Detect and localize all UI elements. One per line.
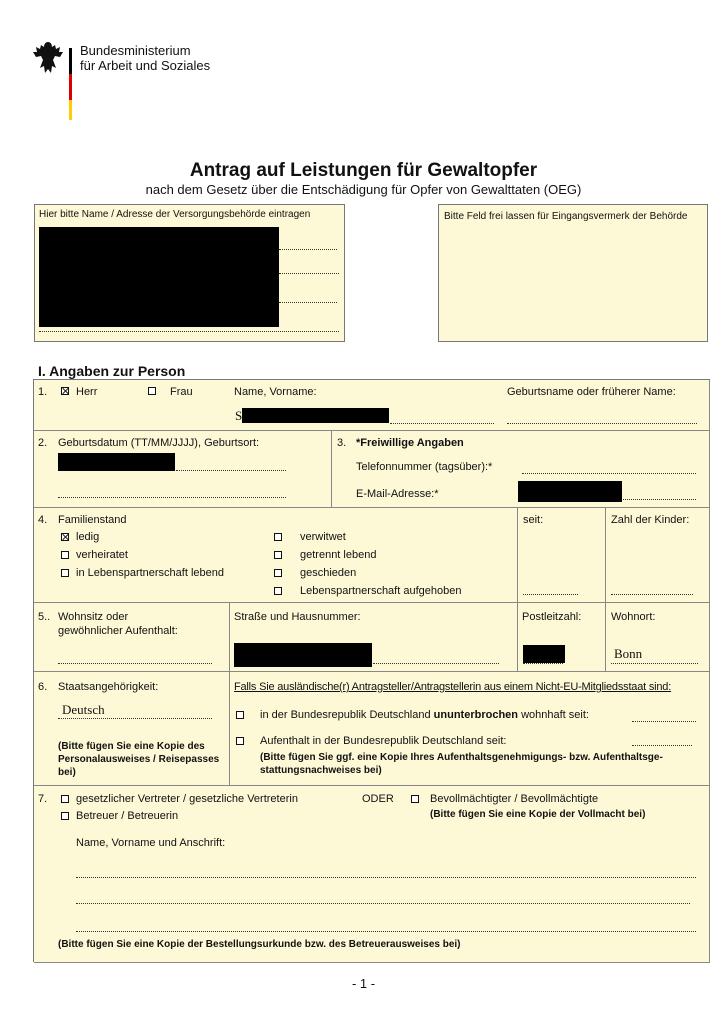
email-label: E-Mail-Adresse:*: [356, 488, 439, 500]
redacted-name: [242, 408, 389, 423]
address-line-4: [39, 331, 339, 332]
plz-input[interactable]: [523, 663, 563, 664]
lebenspartnerschaft-label: in Lebenspartnerschaft lebend: [76, 567, 224, 579]
redacted-street: [234, 643, 372, 667]
flag-bar-black: [69, 48, 72, 74]
caretaker-checkbox[interactable]: [61, 812, 69, 820]
row-7: [34, 786, 710, 963]
residence-input[interactable]: [58, 663, 212, 664]
passport-note-line2: Personalausweises / Reisepasses: [58, 754, 220, 765]
aufgehoben-checkbox[interactable]: [274, 587, 282, 595]
row5-number: 5..: [38, 611, 51, 623]
rep-address-label: Name, Vorname und Anschrift:: [76, 837, 226, 849]
address-line-3: [279, 302, 337, 303]
page-title: Antrag auf Leistungen für Gewaltopfer: [189, 160, 538, 181]
federal-eagle-icon: [32, 40, 64, 76]
plz-label: Postleitzahl:: [522, 611, 582, 623]
row-4-seit: [518, 508, 606, 603]
authority-stamp-box: [438, 204, 708, 342]
uninterrupted-text-bold: ununterbrochen: [433, 709, 519, 721]
kinder-input[interactable]: [611, 594, 693, 595]
redacted-plz: [523, 645, 565, 663]
caretaker-label: Betreuer / Betreuerin: [76, 810, 179, 822]
nationality-label: Staatsangehörigkeit:: [58, 681, 159, 693]
address-box-label: Hier bitte Name / Adresse der Versorgungsbehörde eintragen: [39, 209, 311, 220]
kinder-label: Zahl der Kinder:: [611, 514, 690, 526]
street-label: Straße und Hausnummer:: [234, 611, 361, 623]
authorized-label: Bevollmächtigter / Bevollmächtigte: [430, 793, 599, 805]
ministry-name-line1: Bundesministerium: [80, 43, 191, 58]
ministry-logo: [32, 40, 72, 120]
seit-label: seit:: [523, 514, 544, 526]
nationality-input[interactable]: [58, 718, 212, 719]
person-form: [33, 379, 710, 962]
row-1: [34, 380, 710, 431]
stamp-box-label: Bitte Feld frei lassen für Eingangsvermerk der Behörde: [444, 211, 688, 222]
name-label: Name, Vorname:: [234, 386, 317, 398]
legal-rep-checkbox[interactable]: [61, 795, 69, 803]
residence-note-line2: stattungsnachweises bei): [260, 765, 382, 776]
residence-label-line1: Wohnsitz oder: [58, 611, 129, 623]
birth-label: Geburtsdatum (TT/MM/JJJJ), Geburtsort:: [58, 437, 260, 449]
ort-label: Wohnort:: [611, 611, 656, 623]
row-6-foreign: [230, 672, 710, 786]
name-value-initial: S: [235, 408, 243, 423]
ledig-label: ledig: [76, 531, 100, 543]
redacted-birth-date: [58, 453, 175, 471]
verwitwet-label: verwitwet: [300, 531, 346, 543]
residence-permit-input[interactable]: [632, 745, 692, 746]
frau-checkbox[interactable]: [148, 387, 156, 395]
herr-label: Herr: [76, 386, 98, 398]
verwitwet-checkbox[interactable]: [274, 533, 282, 541]
frau-label: Frau: [170, 386, 193, 398]
ministry-name-line2: für Arbeit und Soziales: [80, 58, 211, 73]
row-6-nationality: [34, 672, 230, 786]
uninterrupted-text-pre: in der Bundesrepublik Deutschland: [260, 709, 434, 721]
phone-input[interactable]: [522, 473, 696, 474]
address-line-2: [279, 273, 339, 274]
row1-number: 1.: [38, 386, 48, 398]
page-number: - 1 -: [351, 976, 376, 991]
row6-number: 6.: [38, 681, 48, 693]
street-input[interactable]: [373, 663, 499, 664]
phone-label: Telefonnummer (tagsüber):*: [356, 461, 493, 473]
uninterrupted-input[interactable]: [632, 721, 696, 722]
address-line-1: [279, 249, 337, 250]
getrennt-checkbox[interactable]: [274, 551, 282, 559]
seit-input[interactable]: [523, 594, 578, 595]
legal-rep-label: gesetzlicher Vertreter / gesetzliche Vertreterin: [76, 793, 298, 805]
row-5-ort: [606, 603, 710, 672]
aufgehoben-label: Lebenspartnerschaft aufgehoben: [300, 585, 462, 597]
geschieden-checkbox[interactable]: [274, 569, 282, 577]
ort-value: Bonn: [614, 646, 643, 661]
row3-number: 3.: [337, 437, 347, 449]
email-input[interactable]: [623, 499, 696, 500]
birth-input-1[interactable]: [176, 470, 286, 471]
birthname-input[interactable]: [507, 423, 697, 424]
ledig-checkbox[interactable]: [61, 533, 69, 541]
residence-note-line1: (Bitte fügen Sie ggf. eine Kopie Ihres Aufenthaltsgenehmigungs- bzw. Aufenthaltsge-: [260, 752, 663, 763]
redacted-address-block: [39, 227, 279, 327]
row-5-label: [34, 603, 230, 672]
flag-bar-gold: [69, 100, 72, 120]
row-2: [34, 431, 332, 508]
section-title: I. Angaben zur Person: [38, 363, 186, 379]
residence-permit-label: Aufenthalt in der Bundesrepublik Deutschland seit:: [260, 735, 507, 747]
rep-address-line-3[interactable]: [76, 931, 696, 932]
uninterrupted-label: [260, 709, 589, 721]
authorized-note: (Bitte fügen Sie eine Kopie der Vollmacht bei): [430, 809, 646, 820]
rep-address-line-1[interactable]: [76, 877, 696, 878]
geschieden-label: geschieden: [300, 567, 357, 579]
row-3: [332, 431, 710, 508]
ort-input[interactable]: [611, 663, 698, 664]
appointment-note: (Bitte fügen Sie eine Kopie der Bestellungsurkunde bzw. des Betreuerausweises bei): [58, 939, 461, 950]
residence-permit-checkbox[interactable]: [236, 737, 244, 745]
oder-label: ODER: [362, 793, 394, 805]
row2-number: 2.: [38, 437, 48, 449]
uninterrupted-checkbox[interactable]: [236, 711, 244, 719]
row4-number: 4.: [38, 514, 48, 526]
nationality-value: Deutsch: [62, 702, 105, 717]
row-4: [34, 508, 518, 603]
residence-label-line2: gewöhnlicher Aufenthalt:: [58, 625, 178, 637]
herr-checkbox[interactable]: [61, 387, 69, 395]
page-subtitle: nach dem Gesetz über die Entschädigung für Opfer von Gewalttaten (OEG): [145, 182, 582, 197]
row-5-plz: [518, 603, 606, 672]
passport-note-line3: bei): [58, 767, 76, 778]
flag-bar-red: [69, 74, 72, 100]
row-5-street: [230, 603, 518, 672]
authorized-checkbox[interactable]: [411, 795, 419, 803]
marital-status-label: Familienstand: [58, 514, 127, 526]
passport-note-line1: (Bitte fügen Sie eine Kopie des: [58, 741, 205, 752]
row7-number: 7.: [38, 793, 48, 805]
verheiratet-checkbox[interactable]: [61, 551, 69, 559]
lebenspartnerschaft-checkbox[interactable]: [61, 569, 69, 577]
rep-address-line-2[interactable]: [76, 903, 690, 904]
name-input[interactable]: [390, 423, 494, 424]
authority-address-box[interactable]: [34, 204, 345, 342]
birth-input-2[interactable]: [58, 497, 286, 498]
verheiratet-label: verheiratet: [76, 549, 128, 561]
row-4-kinder: [606, 508, 710, 603]
redacted-email: [518, 481, 622, 502]
uninterrupted-text-post: wohnhaft seit:: [518, 709, 589, 721]
birthname-label: Geburtsname oder früherer Name:: [507, 386, 676, 398]
foreign-heading: Falls Sie ausländische(r) Antragsteller/Antragstellerin aus einem Nicht-EU-Mitgliedsstaat sind:: [234, 681, 672, 693]
getrennt-label: getrennt lebend: [300, 549, 377, 561]
voluntary-heading: *Freiwillige Angaben: [356, 437, 464, 449]
